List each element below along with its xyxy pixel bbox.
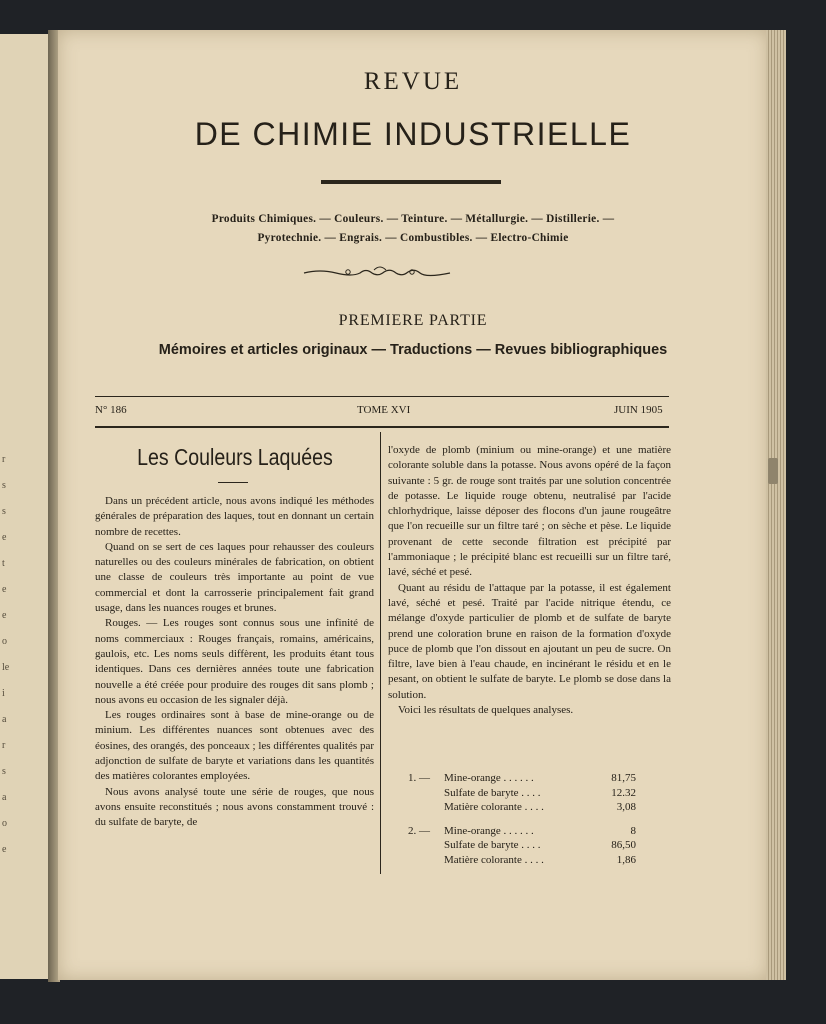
component-value: 81,75	[611, 772, 636, 784]
subjects-line-1: Produits Chimiques. — Couleurs. — Teinture. — Métallurgie. — Distillerie. —	[211, 213, 615, 225]
paragraph: Les rouges ordinaires sont à base de mine-orange ou de minium. Les différentes nuances sont obtenues avec des éosines, des orangés, des ponceaux ; les différentes qualités par adjonction de sulfate de baryte et variations dans les quantités des matières colorantes employées.	[95, 709, 374, 783]
facing-page-fragment: e	[2, 844, 7, 855]
analysis-results-table	[400, 772, 670, 868]
issue-number: N° 186	[95, 404, 127, 416]
facing-page-fragment: e	[2, 532, 7, 543]
paragraph: Dans un précédent article, nous avons indiqué les méthodes générales de préparation des laques, tout en donnant un certain nombre de recettes.	[95, 495, 374, 538]
facing-page-fragment: o	[2, 636, 7, 647]
facing-page-fragment: r	[2, 454, 6, 465]
facing-page-edge	[0, 34, 52, 979]
paragraph: Nous avons analysé toute une série de rouges, que nous avons ensuite reconstitués ; nous avons constamment trouvé : du sulfate de baryte, de	[95, 785, 374, 829]
article-right-column	[388, 443, 671, 718]
component-label: Matière colorante . . . .	[444, 853, 544, 866]
facing-page-fragment: t	[2, 558, 5, 569]
component-label: Mine-orange . . . . . .	[444, 824, 534, 837]
facing-page-fragment: o	[2, 818, 7, 829]
article-left-column	[95, 494, 374, 831]
component-value: 8	[630, 824, 636, 837]
title-underline	[321, 180, 501, 184]
section-subtitle: Mémoires et articles originaux — Traductions — Revues bibliographiques	[158, 342, 668, 358]
component-value: 12.32	[611, 786, 636, 799]
paragraph: Quand on se sert de ces laques pour rehausser des couleurs naturelles ou des couleurs minérales de fabrication, on obtient une classe de couleurs très importante au point de vue commercial et dont la carrosserie principalement fait grand usage, dans les nuances rouges et brunes.	[95, 540, 374, 615]
volume-tome: TOME XVI	[357, 404, 411, 416]
facing-page-fragment: e	[2, 610, 7, 621]
meta-bottom-rule	[95, 426, 669, 428]
facing-page-fragment: r	[2, 740, 6, 751]
page-block-edges	[766, 30, 786, 980]
facing-page-fragment: s	[2, 506, 6, 517]
section-heading: PREMIERE PARTIE	[338, 312, 488, 329]
component-value: 86,50	[611, 839, 636, 851]
paragraph: Quant au résidu de l'attaque par la potasse, il est également lavé, séché et pesé. Traité par l'acide nitrique étendu, ce mélange d'oxyde particulier de plomb et de sulfate de baryte prend une coloration brune en raison de la formation d'oxyde puce de plomb que l'on dissout en ajoutant un peu de sucre. On filtre, lave bien à l'eau chaude, en incinérant le résidu et en le pesant, on obtient le sulfate de baryte. Le plomb se dose dans la solution.	[388, 581, 671, 701]
result-row	[400, 825, 670, 840]
facing-page-fragment: e	[2, 584, 7, 595]
facing-page-fragment: a	[2, 792, 7, 803]
facing-page-fragment: a	[2, 714, 7, 725]
journal-title: DE CHIMIE INDUSTRIELLE	[194, 116, 632, 152]
component-label: Sulfate de baryte . . . .	[444, 786, 541, 799]
component-label: Matière colorante . . . .	[444, 801, 544, 813]
result-row	[400, 772, 670, 787]
issue-date: JUIN 1905	[614, 404, 663, 416]
paragraph: Voici les résultats de quelques analyses.	[398, 704, 574, 717]
facing-page-fragment: s	[2, 480, 6, 491]
component-value: 1,86	[616, 853, 636, 866]
journal-overtitle: REVUE	[363, 68, 463, 95]
analysis-number: 2. —	[408, 824, 430, 837]
article-title: Les Couleurs Laquées	[137, 444, 333, 470]
result-row	[400, 839, 670, 854]
result-row	[400, 854, 670, 869]
paragraph: Rouges. — Les rouges sont connus sous une infinité de noms commerciaux : Rouges français, romains, américains, gaulois, etc. Les noms seuls diffèrent, les produits étant tous identiques. Dans ces dernières années toute une fabrication nouvelle a été créée pour produire des rouges dit sans plomb ; nous avons eu occasion de les signaler déjà.	[95, 617, 374, 706]
paragraph: l'oxyde de plomb (minium ou mine-orange) et une matière colorante soluble dans la potasse. Nous avons opéré de la façon suivante : 5 gr. de rouge sont traités par une solution concentrée de potasse. Le liquide rouge obtenu, neutralisé par l'acide chlorhydrique, laisse déposer des flocons d'un jaune rougeâtre que l'on recueille sur un filtre taré ; on sèche et pèse. Le liquide provenant de cette seconde filtration est précipité par l'ammoniaque ; le précipité blanc est recueilli sur un filtre taré, lavé, séché et pesé.	[388, 444, 671, 579]
facing-page-fragment: le	[2, 662, 10, 673]
article-title-rule	[218, 482, 248, 483]
facing-page-fragment: s	[2, 766, 6, 777]
component-label: Sulfate de baryte . . . .	[444, 839, 541, 851]
column-divider	[380, 432, 381, 874]
facing-page-fragment: i	[2, 688, 5, 699]
component-value: 3,08	[616, 801, 636, 813]
result-row	[400, 801, 670, 816]
result-row	[400, 787, 670, 802]
subjects-line-2: Pyrotechnie. — Engrais. — Combustibles. — Electro-Chimie	[257, 232, 569, 244]
component-label: Mine-orange . . . . . .	[444, 772, 534, 784]
ornament-flourish-icon	[300, 262, 460, 282]
meta-top-rule	[95, 396, 669, 397]
analysis-number: 1. —	[408, 772, 430, 784]
page-tab	[768, 458, 778, 484]
